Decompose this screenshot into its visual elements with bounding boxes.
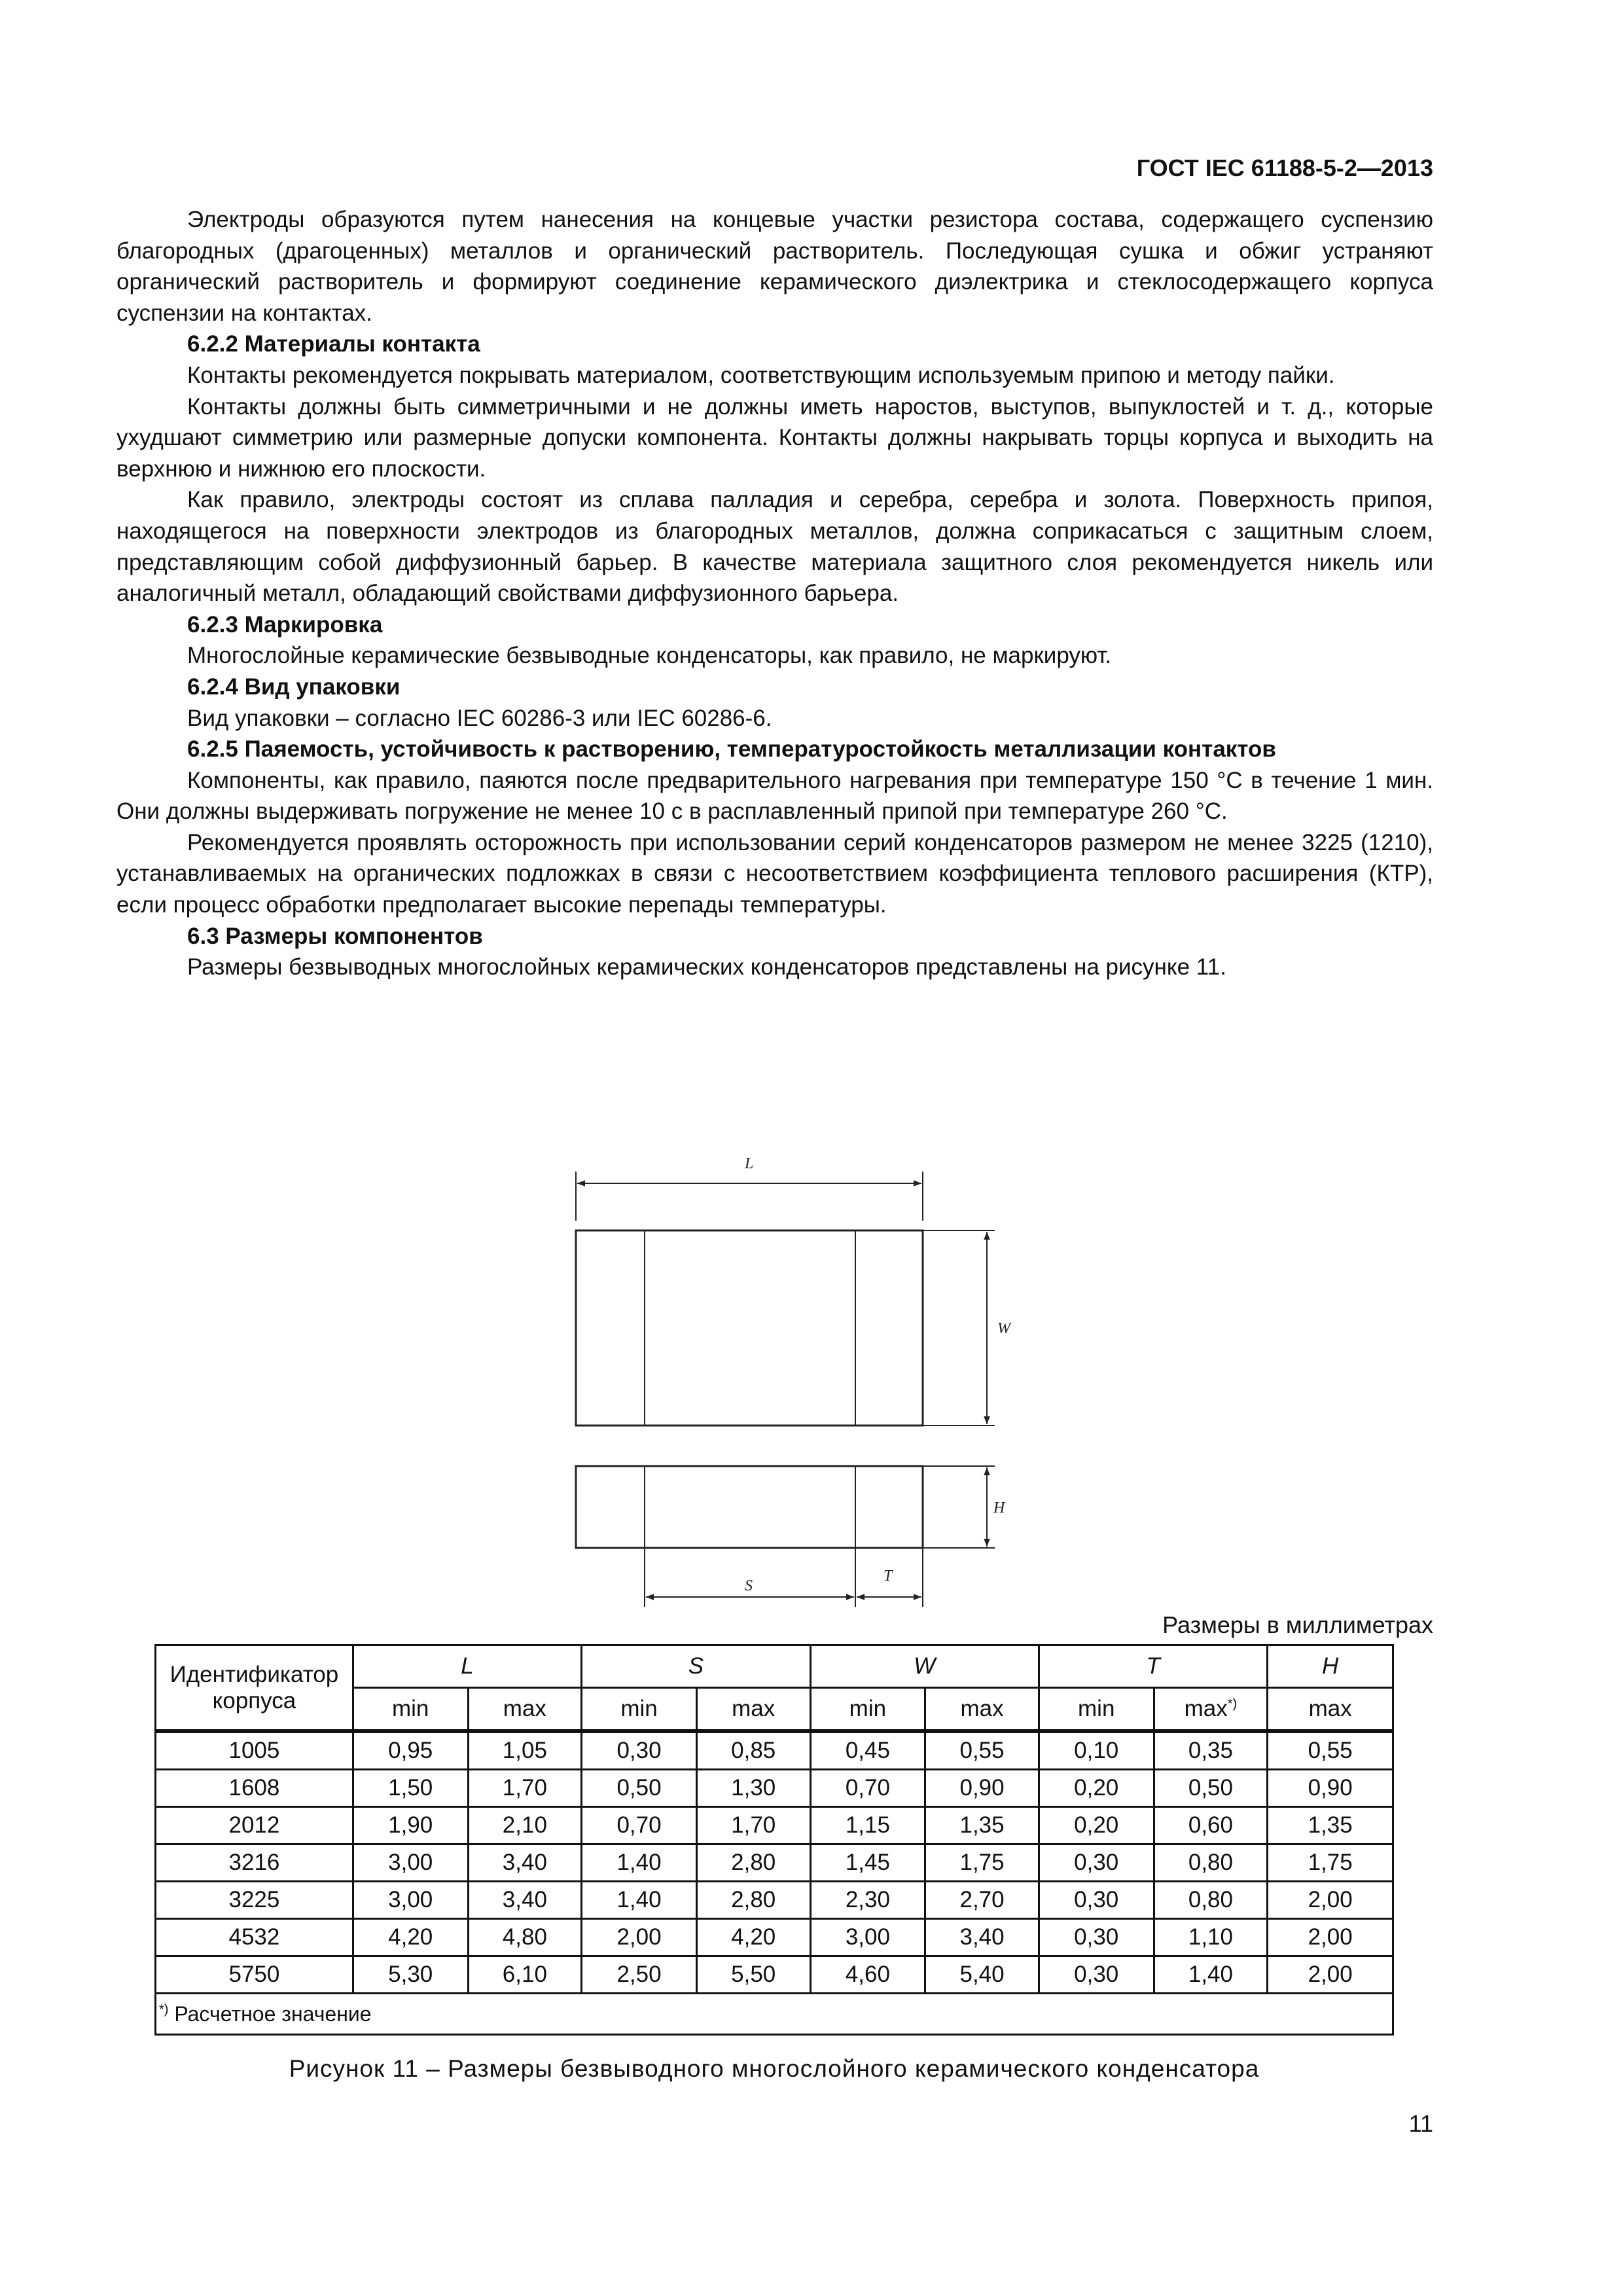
subheader-max: max <box>468 1688 582 1732</box>
cell-value: 2,80 <box>696 1882 810 1919</box>
label-l: L <box>745 1155 754 1172</box>
cell-value: 2,50 <box>582 1956 697 1994</box>
cell-value: 0,45 <box>810 1731 925 1770</box>
table-row <box>156 1956 1393 1994</box>
cell-value: 4,20 <box>353 1919 468 1956</box>
cell-value: 2,00 <box>1268 1919 1393 1956</box>
cell-value: 1,35 <box>1268 1807 1393 1844</box>
table-row <box>156 1919 1393 1956</box>
side-view-body <box>576 1466 923 1548</box>
cell-value: 2,70 <box>925 1882 1039 1919</box>
label-t: T <box>883 1568 893 1585</box>
cell-value: 3,00 <box>810 1919 925 1956</box>
units-note: Размеры в миллиметрах <box>1162 1611 1433 1638</box>
header-h: H <box>1268 1645 1393 1688</box>
header-s: S <box>582 1645 810 1688</box>
cell-value: 0,50 <box>582 1770 697 1807</box>
header-t: T <box>1039 1645 1267 1688</box>
table-row <box>156 1807 1393 1844</box>
body-text <box>116 204 1433 983</box>
cell-value: 0,50 <box>1154 1770 1268 1807</box>
cell-case-id: 1005 <box>156 1731 353 1770</box>
cell-value: 0,70 <box>810 1770 925 1807</box>
cell-value: 3,00 <box>353 1844 468 1882</box>
cell-value: 4,20 <box>696 1919 810 1956</box>
footnote-text: Расчетное значение <box>174 2001 372 2026</box>
cell-case-id: 4532 <box>156 1919 353 1956</box>
subheader-max: max <box>925 1688 1039 1732</box>
header-case-id: Идентификатор корпуса <box>156 1645 353 1732</box>
cell-value: 1,70 <box>696 1807 810 1844</box>
section-heading: 6.2.2 Материалы контакта <box>187 331 480 357</box>
cell-value: 0,70 <box>582 1807 697 1844</box>
paragraph: Многослойные керамические безвыводные конденсаторы, как правило, не маркируют. <box>187 643 1112 669</box>
section-heading: 6.2.4 Вид упаковки <box>187 673 401 700</box>
table-row <box>156 1844 1393 1882</box>
top-view-body <box>576 1230 923 1426</box>
cell-value: 0,30 <box>1039 1882 1154 1919</box>
cell-value: 3,40 <box>925 1919 1039 1956</box>
cell-value: 1,45 <box>810 1844 925 1882</box>
cell-value: 1,10 <box>1154 1919 1268 1956</box>
cell-value: 1,40 <box>582 1882 697 1919</box>
paragraph: Вид упаковки – согласно IEC 60286-3 или IEC 60286-6. <box>187 705 772 731</box>
cell-value: 1,05 <box>468 1731 582 1770</box>
subheader-min: min <box>810 1688 925 1732</box>
subheader-max-calculated <box>1154 1688 1268 1732</box>
header-l: L <box>353 1645 581 1688</box>
cell-value: 1,70 <box>468 1770 582 1807</box>
cell-value: 0,85 <box>696 1731 810 1770</box>
cell-value: 5,40 <box>925 1956 1039 1994</box>
cell-value: 1,40 <box>582 1844 697 1882</box>
cell-case-id: 3225 <box>156 1882 353 1919</box>
page-number: 11 <box>1408 2110 1433 2137</box>
paragraph: Электроды образуются путем нанесения на концевые участки резистора состава, содержащего суспензию благородных (драгоценных) металлов и органический растворитель. Последующая сушка и обжиг устраняют органический растворитель и формируют соединение керамического диэлектрика и стеклосодержащего корпуса суспензии на контактах. <box>116 207 1433 326</box>
label-s: S <box>745 1577 753 1594</box>
table-body <box>156 1731 1393 2035</box>
cell-value: 1,35 <box>925 1807 1039 1844</box>
cell-case-id: 1608 <box>156 1770 353 1807</box>
cell-value: 0,55 <box>925 1731 1039 1770</box>
cell-value: 0,90 <box>1268 1770 1393 1807</box>
cell-value: 3,40 <box>468 1844 582 1882</box>
drawing-svg <box>563 1142 1021 1613</box>
cell-value: 2,80 <box>696 1844 810 1882</box>
cell-value: 0,30 <box>1039 1919 1154 1956</box>
footnote-mark: *) <box>1227 1696 1238 1712</box>
subheader-min: min <box>1039 1688 1154 1732</box>
figure-caption: Рисунок 11 – Размеры безвыводного многослойного керамического конденсатора <box>289 2055 1260 2082</box>
subheader-max: max <box>1268 1688 1393 1732</box>
cell-value: 0,20 <box>1039 1770 1154 1807</box>
cell-value: 3,40 <box>468 1882 582 1919</box>
cell-value: 4,80 <box>468 1919 582 1956</box>
cell-value: 2,10 <box>468 1807 582 1844</box>
header-w: W <box>810 1645 1039 1688</box>
cell-value: 1,75 <box>1268 1844 1393 1882</box>
section-heading: 6.2.5 Паяемость, устойчивость к растворению, температуростойкость металлизации контактов <box>187 736 1276 762</box>
document-header: ГОСТ IEC 61188-5-2—2013 <box>1136 154 1433 181</box>
cell-case-id: 5750 <box>156 1956 353 1994</box>
cell-value: 0,35 <box>1154 1731 1268 1770</box>
cell-value: 1,40 <box>1154 1956 1268 1994</box>
subheader-max: max <box>696 1688 810 1732</box>
table-row <box>156 1731 1393 1770</box>
cell-value: 0,20 <box>1039 1807 1154 1844</box>
cell-value: 2,00 <box>582 1919 697 1956</box>
paragraph: Контакты рекомендуется покрывать материалом, соответствующим используемым припою и методу пайки. <box>187 362 1335 388</box>
label-w: W <box>997 1320 1010 1337</box>
cell-value: 1,15 <box>810 1807 925 1844</box>
section-heading: 6.3 Размеры компонентов <box>187 923 483 949</box>
capacitor-dimension-drawing <box>563 1142 1021 1613</box>
paragraph: Рекомендуется проявлять осторожность при использовании серий конденсаторов размером не менее 3225 (1210), устанавливаемых на органических подложках в связи с несоответствием коэффициента теплового расширения (КТР), если процесс обработки предполагает высокие перепады температуры. <box>116 829 1433 918</box>
cell-value: 0,30 <box>1039 1956 1154 1994</box>
subheader-max-text: max <box>1184 1696 1228 1721</box>
cell-value: 1,30 <box>696 1770 810 1807</box>
subheader-min: min <box>353 1688 468 1732</box>
cell-value: 0,80 <box>1154 1844 1268 1882</box>
table-row <box>156 1770 1393 1807</box>
cell-value: 0,10 <box>1039 1731 1154 1770</box>
dimensions-table <box>154 1644 1394 2036</box>
paragraph: Как правило, электроды состоят из сплава палладия и серебра, серебра и золота. Поверхность припоя, находящегося на поверхности электродов из благородных металлов, должна соприкасаться с защитным слоем, представляющим собой диффузионный барьер. В качестве материала защитного слоя рекомендуется никель или аналогичный металл, обладающий свойствами диффузионного барьера. <box>116 487 1433 607</box>
table-footnote-row <box>156 1994 1393 2035</box>
cell-value: 0,90 <box>925 1770 1039 1807</box>
cell-value: 6,10 <box>468 1956 582 1994</box>
cell-value: 3,00 <box>353 1882 468 1919</box>
cell-value: 1,50 <box>353 1770 468 1807</box>
cell-value: 2,00 <box>1268 1956 1393 1994</box>
label-h: H <box>993 1499 1005 1516</box>
cell-value: 0,30 <box>582 1731 697 1770</box>
subheader-min: min <box>582 1688 697 1732</box>
cell-value: 0,60 <box>1154 1807 1268 1844</box>
table-footnote <box>156 1994 1393 2035</box>
cell-value: 0,80 <box>1154 1882 1268 1919</box>
cell-case-id: 2012 <box>156 1807 353 1844</box>
cell-value: 0,95 <box>353 1731 468 1770</box>
cell-value: 5,30 <box>353 1956 468 1994</box>
cell-value: 1,75 <box>925 1844 1039 1882</box>
cell-value: 1,90 <box>353 1807 468 1844</box>
cell-value: 5,50 <box>696 1956 810 1994</box>
cell-value: 4,60 <box>810 1956 925 1994</box>
cell-value: 2,00 <box>1268 1882 1393 1919</box>
cell-value: 2,30 <box>810 1882 925 1919</box>
table-row <box>156 1882 1393 1919</box>
cell-value: 0,30 <box>1039 1844 1154 1882</box>
footnote-mark: *) <box>159 2001 169 2017</box>
cell-value: 0,55 <box>1268 1731 1393 1770</box>
section-heading: 6.2.3 Маркировка <box>187 611 383 637</box>
paragraph: Компоненты, как правило, паяются после предварительного нагревания при температуре 150 °C в течение 1 мин. Они должны выдерживать погружение не менее 10 с в расплавленный припой при температуре 260 °C. <box>116 767 1433 825</box>
cell-case-id: 3216 <box>156 1844 353 1882</box>
paragraph: Контакты должны быть симметричными и не должны иметь наростов, выступов, выпуклостей и т. д., которые ухудшают симметрию или размерные допуски компонента. Контакты должны накрывать торцы корпуса и выходить на верхнюю и нижнюю его плоскости. <box>116 393 1433 482</box>
paragraph: Размеры безвыводных многослойных керамических конденсаторов представлены на рисунке 11. <box>187 954 1226 980</box>
